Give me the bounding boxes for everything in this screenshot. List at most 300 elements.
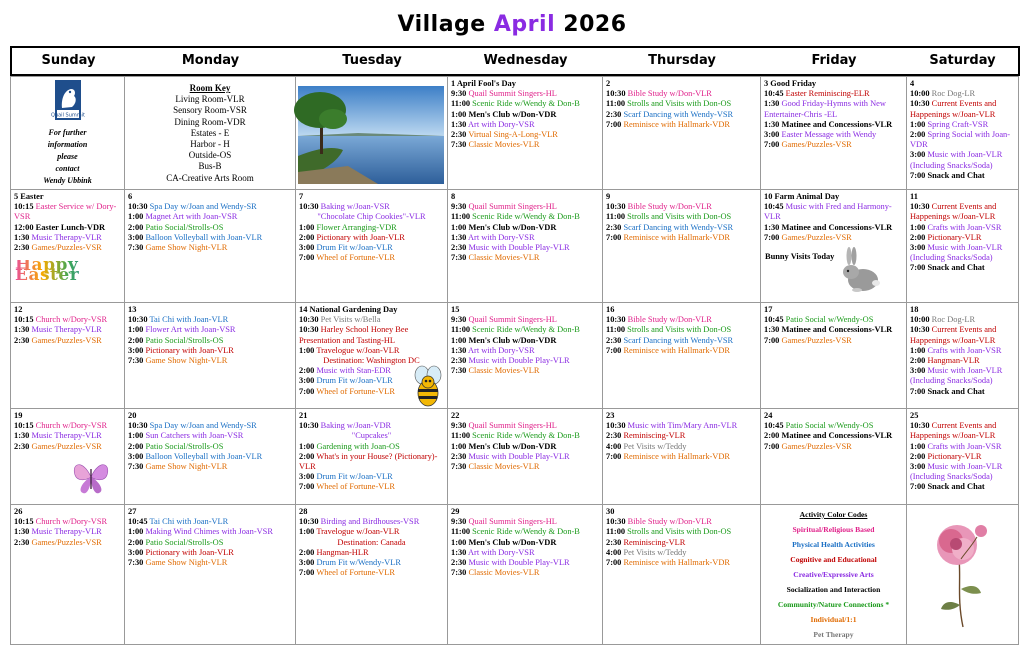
- activity-time: 10:30: [299, 517, 319, 527]
- activity-text: Music with Joan-VLR (Including Snacks/Soda): [910, 150, 1003, 170]
- activity-line: [910, 150, 1015, 170]
- activity-text: Easter Service w/ Dory-VSR: [14, 202, 117, 222]
- activity-time: 2:00: [764, 431, 780, 441]
- activity-text: Pictionary with Joan-VLR: [316, 232, 405, 242]
- activity-time: 10:45: [128, 517, 148, 527]
- activity-line: [606, 89, 757, 99]
- activity-time: 2:30: [451, 130, 467, 140]
- activity-line: [451, 140, 599, 150]
- activity-text: Spa Day w/Joan and Wendy-SR: [149, 421, 257, 431]
- activity-line: [910, 223, 1015, 233]
- activity-text: Baking w/Joan-VDR: [320, 421, 392, 431]
- day-number-label: 15: [451, 305, 460, 314]
- activity-line: [910, 202, 1015, 222]
- activity-line: [14, 421, 121, 431]
- activity-text: Music Therapy-VLR: [31, 325, 102, 335]
- activity-line: [451, 346, 599, 356]
- activity-time: 10:00: [910, 89, 930, 99]
- activity-text: Games/Puzzles-VSR: [31, 335, 102, 345]
- activity-text: Pet Visits w/Teddy: [623, 547, 687, 557]
- activity-time: 9:30: [451, 517, 467, 527]
- activity-line: [910, 233, 1015, 243]
- activity-line: [14, 431, 121, 441]
- activity-text: Scarf Dancing with Wendy-VSR: [623, 109, 734, 119]
- activity-time: 2:00: [299, 451, 315, 461]
- activity-line: [606, 517, 757, 527]
- day-number-label: 10 Farm Animal Day: [764, 192, 840, 201]
- activity-text: Bible Study w/Don-VLR: [627, 517, 712, 527]
- activity-text: Quail Summit Singers-HL: [468, 89, 557, 99]
- activity-line: [299, 527, 444, 537]
- activity-line: [910, 482, 1015, 492]
- activity-text: Strolls and Visits with Don-OS: [627, 527, 732, 537]
- activity-time: 1:00: [128, 431, 144, 441]
- activity-line: [451, 452, 599, 462]
- activity-time: 7:30: [451, 253, 467, 263]
- activity-time: 11:00: [606, 527, 626, 537]
- activity-time: 9:30: [451, 202, 467, 212]
- activity-text: Travelogue w/Joan-VLR: [316, 527, 400, 537]
- activity-line: [299, 558, 444, 568]
- activity-time: 2:30: [606, 222, 622, 232]
- activity-text: Drum Fit w/Joan-VLR: [316, 243, 393, 253]
- day-cell-1: [448, 77, 603, 190]
- activity-line: [14, 233, 121, 243]
- activity-line: [299, 452, 444, 472]
- activity-time: 3:00: [128, 547, 144, 557]
- activity-text: Games/Puzzles-VSR: [31, 243, 102, 253]
- activity-text: Scenic Ride w/Wendy & Don-B: [472, 431, 580, 441]
- activity-time: 1:00: [451, 441, 467, 451]
- activity-text: Patio Social w/Wendy-OS: [785, 315, 874, 325]
- day-cell-3: [761, 77, 907, 190]
- activity-line: [910, 452, 1015, 462]
- activity-time: 12:00: [14, 222, 34, 232]
- activity-time: 1:00: [451, 109, 467, 119]
- day-cell-22: [448, 409, 603, 505]
- activity-line: [14, 442, 121, 452]
- activity-time: 7:00: [299, 568, 315, 578]
- day-number-label: 8: [451, 192, 456, 201]
- activity-text: Wheel of Fortune-VLR: [316, 253, 395, 263]
- activity-text: Wheel of Fortune-VLR: [316, 386, 395, 396]
- activity-time: 1:00: [451, 222, 467, 232]
- activity-line: [451, 527, 599, 537]
- title-month: April: [493, 12, 556, 37]
- activity-time: 1:30: [14, 325, 30, 335]
- activity-time: 7:00: [764, 140, 780, 150]
- activity-time: 9:30: [451, 421, 467, 431]
- activity-text: Scarf Dancing with Wendy-VSR: [623, 335, 734, 345]
- activity-time: 2:00: [910, 356, 926, 366]
- weekday-sunday: Sunday: [41, 53, 96, 68]
- activity-time: 10:30: [910, 99, 930, 109]
- activity-text: Church w/Dory-VSR: [35, 421, 108, 431]
- activity-time: 11:00: [606, 212, 626, 222]
- activity-text: Pet Visits w/Teddy: [623, 441, 687, 451]
- activity-text: Strolls and Visits with Don-OS: [627, 99, 732, 109]
- butterfly-image: [69, 455, 113, 499]
- day-cell-16: [603, 303, 761, 409]
- activity-line: [451, 233, 599, 243]
- activity-text: Drum Fit w/Wendy-VLR: [316, 558, 401, 568]
- day-cell-8: [448, 190, 603, 303]
- activity-line: [910, 171, 1015, 181]
- activity-time: 3:00: [910, 243, 926, 253]
- honey-bee-image: [410, 365, 446, 409]
- logo-text: Quail Summit: [50, 112, 85, 119]
- activity-time: 7:00: [764, 335, 780, 345]
- activity-line: [451, 315, 599, 325]
- activity-line: [299, 253, 444, 263]
- activity-text: What's in your House? (Pictionary)-VLR: [299, 451, 438, 472]
- activity-line: [451, 568, 599, 578]
- activity-text: Classic Movies-VLR: [468, 568, 540, 578]
- activity-text: Snack and Chat: [927, 386, 985, 396]
- activity-text: Current Events and Happenings w/Joan-VLR: [910, 99, 997, 119]
- activity-line: [764, 202, 903, 222]
- activity-text: Scenic Ride w/Wendy & Don-B: [472, 99, 580, 109]
- activity-line: [128, 558, 292, 568]
- activity-time: 7:00: [764, 441, 780, 451]
- activity-text: Bible Study w/Don-VLR: [627, 315, 712, 325]
- day-cell-25: [907, 409, 1019, 505]
- activity-text: Drum Fit w/Joan-VLR: [316, 376, 393, 386]
- activity-line: [606, 558, 757, 568]
- activity-line: [299, 421, 444, 431]
- day-cell-15: [448, 303, 603, 409]
- day-cell-30: [603, 505, 761, 645]
- activity-line: [764, 442, 903, 452]
- activity-text: Tai Chi with Joan-VLR: [149, 517, 229, 527]
- activity-line: [14, 538, 121, 548]
- activity-time: 10:15: [14, 315, 34, 325]
- activity-time: 7:00: [910, 263, 926, 273]
- activity-line: [299, 548, 444, 558]
- activity-line: [606, 223, 757, 233]
- activity-time: 1:00: [910, 345, 926, 355]
- activity-line: [606, 99, 757, 109]
- activity-text: Games/Puzzles-VSR: [31, 537, 102, 547]
- activity-time: 1:00: [910, 441, 926, 451]
- activity-time: 7:00: [910, 386, 926, 396]
- day-cell-2: [603, 77, 761, 190]
- activity-color-legend: [761, 505, 907, 645]
- legend-item: Physical Health Activities: [792, 540, 875, 549]
- legend-item: Community/Nature Connections *: [777, 600, 890, 609]
- activity-line: [14, 325, 121, 335]
- activity-time: 1:00: [128, 325, 144, 335]
- activity-time: 1:00: [451, 335, 467, 345]
- activity-line: [451, 223, 599, 233]
- day-number-label: 22: [451, 411, 460, 420]
- activity-time: 2:30: [451, 451, 467, 461]
- activity-time: 10:15: [14, 421, 34, 431]
- activity-text: Destination: Canada: [337, 537, 406, 547]
- activity-line: [451, 356, 599, 366]
- activity-time: 7:00: [606, 558, 622, 568]
- activity-text: Snack and Chat: [927, 170, 985, 180]
- day-number-label: 1 April Fool's Day: [451, 79, 516, 88]
- activity-text: Reminisce with Hallmark-VDR: [623, 119, 730, 129]
- activity-text: Patio Social/Strolls-OS: [145, 335, 224, 345]
- activity-text: Scenic Ride w/Wendy & Don-B: [472, 325, 580, 335]
- room-key-line: Bus-B: [198, 161, 222, 172]
- weekday-friday: Friday: [811, 53, 857, 68]
- activity-time: 2:30: [451, 356, 467, 366]
- lake-photo-cell: [296, 77, 448, 190]
- activity-line: [606, 202, 757, 212]
- activity-line: [764, 431, 903, 441]
- activity-time: 11:00: [451, 212, 471, 222]
- activity-line: [606, 431, 757, 441]
- day-cell-4: [907, 77, 1019, 190]
- activity-text: Classic Movies-VLR: [468, 462, 540, 472]
- activity-line: [451, 110, 599, 120]
- activity-line: [451, 89, 599, 99]
- activity-time: 1:30: [451, 232, 467, 242]
- activity-line: [128, 431, 292, 441]
- activity-time: 1:30: [764, 119, 780, 129]
- activity-time: 2:00: [128, 335, 144, 345]
- activity-line: [451, 99, 599, 109]
- activity-line: [910, 315, 1015, 325]
- bunny-visits-text: Bunny Visits Today: [765, 252, 835, 261]
- activity-time: 1:30: [451, 547, 467, 557]
- activity-time: 1:00: [299, 527, 315, 537]
- activity-text: Magnet Art with Joan-VSR: [145, 212, 238, 222]
- activity-time: 1:00: [128, 527, 144, 537]
- lake-landscape-image: [298, 86, 444, 184]
- activity-line: [14, 223, 121, 233]
- activity-line: [910, 243, 1015, 263]
- activity-line: [299, 223, 444, 233]
- activity-line: [606, 336, 757, 346]
- activity-text: Snack and Chat: [927, 482, 985, 492]
- activity-text: Church w/Dory-VSR: [35, 315, 108, 325]
- activity-line: [606, 120, 757, 130]
- activity-time: 2:00: [128, 537, 144, 547]
- activity-time: 3:00: [299, 558, 315, 568]
- activity-time: 2:30: [451, 558, 467, 568]
- activity-time: 1:30: [14, 232, 30, 242]
- activity-line: [910, 462, 1015, 482]
- activity-text: Game Show Night-VLR: [145, 462, 228, 472]
- activity-line: [299, 315, 444, 325]
- activity-time: 2:30: [14, 441, 30, 451]
- legend-item: Pet Therapy: [813, 630, 854, 639]
- activity-time: 11:00: [606, 99, 626, 109]
- activity-text: Pictionary-VLR: [927, 232, 982, 242]
- activity-time: 10:45: [764, 202, 784, 212]
- activity-time: 7:30: [128, 243, 144, 253]
- activity-line: [451, 548, 599, 558]
- activity-time: 7:30: [451, 462, 467, 472]
- activity-text: Quail Summit Singers-HL: [468, 315, 557, 325]
- activity-time: 1:00: [299, 441, 315, 451]
- activity-line: [299, 517, 444, 527]
- activity-time: 11:00: [451, 431, 471, 441]
- activity-time: 10:30: [299, 421, 319, 431]
- day-number-label: 13: [128, 305, 137, 314]
- activity-text: Classic Movies-VLR: [468, 140, 540, 150]
- legend-title: Activity Color Codes: [799, 510, 868, 519]
- activity-line: [128, 336, 292, 346]
- activity-text: Scenic Ride w/Wendy & Don-B: [472, 527, 580, 537]
- activity-text: Men's Club w/Don-VDR: [468, 109, 557, 119]
- activity-time: 10:30: [910, 202, 930, 212]
- weekday-wednesday: Wednesday: [483, 53, 568, 68]
- activity-line: [910, 421, 1015, 441]
- activity-text: Patio Social w/Wendy-OS: [785, 421, 874, 431]
- activity-line: [910, 120, 1015, 130]
- activity-time: 1:30: [451, 119, 467, 129]
- activity-line: [128, 325, 292, 335]
- activity-line: [764, 336, 903, 346]
- activity-line: [764, 325, 903, 335]
- activity-time: 7:00: [299, 386, 315, 396]
- activity-line: [606, 233, 757, 243]
- day-number-label: 14 National Gardening Day: [299, 305, 398, 314]
- activity-text: Music with Joan-VLR (Including Snacks/Soda): [910, 462, 1003, 482]
- activity-line: [606, 452, 757, 462]
- activity-time: 1:30: [451, 345, 467, 355]
- activity-line: [451, 120, 599, 130]
- day-number-label: 3 Good Friday: [764, 79, 817, 88]
- activity-text: Drum Fit w/Joan-VLR: [316, 472, 393, 482]
- room-key-cell: [125, 77, 296, 190]
- activity-text: Classic Movies-VLR: [468, 366, 540, 376]
- calendar-title: [0, 12, 1024, 37]
- activity-time: 7:00: [299, 482, 315, 492]
- activity-text: Game Show Night-VLR: [145, 243, 228, 253]
- day-number-label: 4: [910, 79, 915, 88]
- activity-text: Music with Tim/Mary Ann-VLR: [627, 421, 738, 431]
- activity-line: [299, 538, 444, 548]
- contact-line: Wendy Ubbink: [43, 176, 92, 186]
- activity-line: [910, 325, 1015, 345]
- day-number-label: 25: [910, 411, 919, 420]
- activity-text: Wheel of Fortune-VLR: [316, 482, 395, 492]
- activity-line: [910, 387, 1015, 397]
- day-number-label: 20: [128, 411, 137, 420]
- activity-time: 7:00: [606, 345, 622, 355]
- activity-time: 10:45: [764, 89, 784, 99]
- activity-text: Scenic Ride w/Wendy & Don-B: [472, 212, 580, 222]
- activity-line: [606, 346, 757, 356]
- activity-line: [128, 452, 292, 462]
- activity-text: Crafts with Joan-VSR: [927, 222, 1002, 232]
- activity-text: Game Show Night-VLR: [145, 356, 228, 366]
- activity-line: [606, 325, 757, 335]
- activity-line: [14, 336, 121, 346]
- day-number-label: 26: [14, 507, 23, 516]
- activity-text: Easter Reminiscing-ELR: [785, 89, 870, 99]
- contact-line: contact: [55, 164, 80, 174]
- activity-text: Men's Club w/Don-VDR: [468, 441, 557, 451]
- day-cell-28: [296, 505, 448, 645]
- activity-time: 3:00: [910, 150, 926, 160]
- activity-line: [451, 421, 599, 431]
- activity-time: 10:30: [128, 315, 148, 325]
- activity-line: [299, 442, 444, 452]
- activity-time: 2:00: [910, 130, 926, 140]
- activity-line: [451, 212, 599, 222]
- activity-line: [910, 99, 1015, 119]
- activity-text: Game Show Night-VLR: [145, 558, 228, 568]
- happy-easter-art: Happy Easter: [15, 260, 124, 280]
- activity-text: Music with Joan-VLR (Including Snacks/Soda): [910, 243, 1003, 263]
- room-key-line: Outside-OS: [188, 150, 232, 161]
- day-number-label: 16: [606, 305, 615, 314]
- activity-line: [764, 99, 903, 119]
- room-key-line: Estates - E: [190, 127, 230, 138]
- activity-time: 10:45: [764, 421, 784, 431]
- activity-line: [128, 517, 292, 527]
- activity-text: Patio Social/Strolls-OS: [145, 537, 224, 547]
- activity-text: Balloon Volleyball with Joan-VLR: [145, 451, 263, 461]
- activity-line: [451, 325, 599, 335]
- activity-text: Reminisce with Hallmark-VDR: [623, 451, 730, 461]
- activity-text: Spa Day w/Joan and Wendy-SR: [149, 202, 257, 212]
- activity-time: 3:00: [299, 472, 315, 482]
- activity-time: 11:00: [606, 325, 626, 335]
- activity-text: Games/Puzzles-VSR: [781, 232, 852, 242]
- activity-text: Music Therapy-VLR: [31, 431, 102, 441]
- activity-time: 7:30: [451, 568, 467, 578]
- activity-text: Making Wind Chimes with Joan-VSR: [145, 527, 273, 537]
- activity-line: [128, 346, 292, 356]
- day-number-label: 29: [451, 507, 460, 516]
- weekday-thursday: Thursday: [648, 53, 716, 68]
- activity-text: "Cupcakes": [351, 431, 392, 441]
- activity-text: Pet Visits w/Bella: [320, 315, 381, 325]
- activity-time: 1:00: [910, 119, 926, 129]
- activity-line: [128, 202, 292, 212]
- activity-text: Games/Puzzles-VSR: [31, 441, 102, 451]
- day-cell-14: [296, 303, 448, 409]
- activity-text: Quail Summit Singers-HL: [468, 202, 557, 212]
- activity-time: 11:00: [451, 527, 471, 537]
- activity-line: [128, 356, 292, 366]
- activity-text: Music with Joan-VLR (Including Snacks/Soda): [910, 366, 1003, 386]
- activity-text: Matinee and Concessions-VLR: [781, 119, 893, 129]
- weekday-header: [10, 46, 1020, 76]
- activity-time: 4:00: [606, 441, 622, 451]
- activity-line: [299, 431, 444, 441]
- activity-line: [451, 558, 599, 568]
- day-number-label: 17: [764, 305, 773, 314]
- activity-time: 7:30: [451, 366, 467, 376]
- activity-text: Music Therapy-VLR: [31, 527, 102, 537]
- activity-time: 10:30: [606, 315, 626, 325]
- day-number-label: 5 Easter: [14, 192, 44, 201]
- activity-text: Quail Summit Singers-HL: [468, 421, 557, 431]
- activity-line: [128, 243, 292, 253]
- activity-text: Patio Social/Strolls-OS: [145, 222, 224, 232]
- activity-text: Virtual Sing-A-Long-VLR: [468, 130, 558, 140]
- activity-text: Hangman-VLR: [927, 356, 980, 366]
- calendar-grid: [10, 76, 1019, 645]
- day-cell-sunday-week1: [11, 77, 125, 190]
- activity-time: 3:00: [128, 232, 144, 242]
- quail-summit-logo: [50, 80, 85, 120]
- activity-text: Pictionary-VLR: [927, 451, 982, 461]
- activity-line: [299, 233, 444, 243]
- legend-item: Socialization and Interaction: [786, 585, 881, 594]
- day-number-label: 28: [299, 507, 308, 516]
- activity-text: Birding and Birdhouses-VSR: [320, 517, 420, 527]
